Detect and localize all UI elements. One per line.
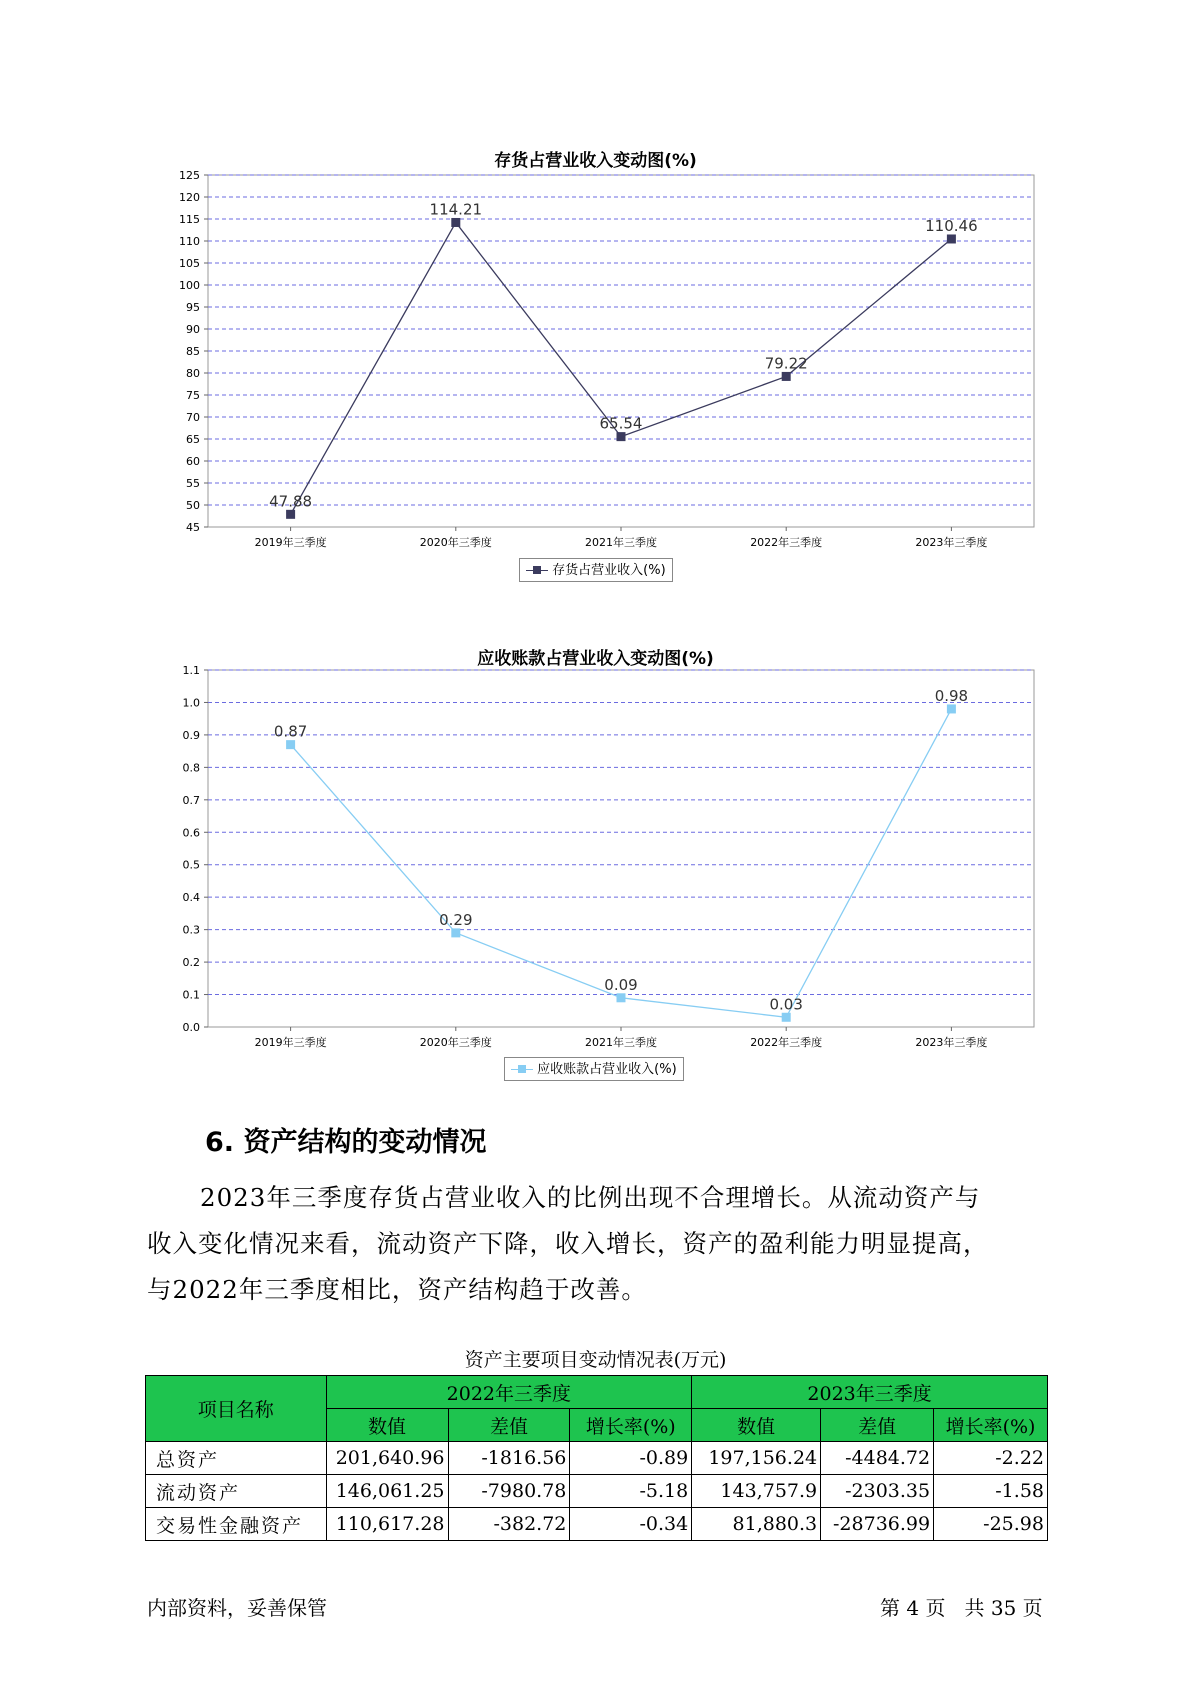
cell: -5.18 [570,1475,692,1508]
paragraph-line-3: 与2022年三季度相比，资产结构趋于改善。 [147,1275,647,1304]
x-tick-label: 2023年三季度 [915,1036,988,1049]
y-tick-label: 85 [186,345,200,358]
y-tick-label: 125 [179,169,200,182]
chart1-legend-marker [533,566,541,574]
x-tick-label: 2019年三季度 [254,536,327,549]
y-tick-label: 115 [179,213,200,226]
chart2-y-axis [183,665,209,1034]
cell: -28736.99 [821,1508,934,1541]
y-tick-label: 0.9 [182,728,200,742]
cell: 146,061.25 [326,1475,448,1508]
footer-left: 内部资料，妥善保管 [147,1596,327,1620]
y-tick-label: 65 [186,433,200,446]
cell: 197,156.24 [692,1442,821,1475]
data-label: 114.21 [429,200,483,219]
subheader-growth: 增长率(%) [570,1409,692,1442]
subheader-diff: 差值 [821,1409,934,1442]
y-tick-label: 1.0 [182,696,200,710]
data-label: 47.88 [269,492,313,511]
chart1-title: 存货占营业收入变动图(%) [494,151,697,171]
y-tick-label: 55 [186,477,200,490]
cell: -25.98 [934,1508,1048,1541]
data-point [782,372,791,381]
chart1-legend-label: 存货占营业收入(%) [552,563,666,578]
header-period-2022: 2022年三季度 [326,1376,692,1409]
asset-change-table [145,1375,1048,1541]
chart1-x-axis [255,527,988,549]
data-label: 0.87 [273,722,308,741]
footer-page-number: 第 4 页 共 35 页 [880,1596,1043,1620]
data-point [617,432,626,441]
data-label: 65.54 [599,414,643,433]
x-tick-label: 2020年三季度 [419,536,492,549]
y-tick-label: 70 [186,411,200,424]
data-label: 0.09 [604,975,638,994]
chart1-legend [519,558,673,582]
data-point [782,1013,791,1022]
chart2-svg [150,665,1050,1060]
x-tick-label: 2021年三季度 [585,1036,657,1049]
cell: 110,617.28 [326,1508,448,1541]
chart1-svg [150,165,1050,555]
x-tick-label: 2021年三季度 [585,536,657,549]
subheader-diff: 差值 [448,1409,570,1442]
table-row [146,1442,1048,1475]
y-tick-label: 110 [179,235,200,248]
y-tick-label: 80 [186,367,200,380]
cell: 201,640.96 [326,1442,448,1475]
data-point [286,740,295,749]
y-tick-label: 95 [186,301,200,314]
data-point [451,928,460,937]
y-tick-label: 0.4 [182,891,200,905]
chart2-plot-area [208,670,1034,1027]
chart1-y-axis [179,169,208,534]
cell: -1816.56 [448,1442,570,1475]
subheader-growth: 增长率(%) [934,1409,1048,1442]
y-tick-label: 0.0 [182,1021,200,1034]
cell: 81,880.3 [692,1508,821,1541]
chart2-legend-label: 应收账款占营业收入(%) [537,1062,677,1077]
y-tick-label: 100 [179,279,200,292]
chart2-title: 应收账款占营业收入变动图(%) [477,649,714,669]
chart1-legend-line [526,570,548,571]
y-tick-label: 0.8 [182,761,200,775]
cell: -2.22 [934,1442,1048,1475]
x-tick-label: 2022年三季度 [750,536,823,549]
y-tick-label: 120 [179,191,200,204]
data-point [451,218,460,227]
y-tick-label: 0.2 [182,956,200,970]
y-tick-label: 50 [186,499,200,512]
cell: -2303.35 [821,1475,934,1508]
cell: 143,757.9 [692,1475,821,1508]
cell: -1.58 [934,1475,1048,1508]
paragraph-line-2: 收入变化情况来看，流动资产下降，收入增长，资产的盈利能力明显提高， [147,1229,989,1258]
table-row [146,1475,1048,1508]
x-tick-label: 2023年三季度 [915,536,988,549]
chart2-x-axis [255,1027,988,1049]
y-tick-label: 60 [186,455,200,468]
subheader-value: 数值 [692,1409,821,1442]
data-point [286,510,295,519]
x-tick-label: 2022年三季度 [750,1036,823,1049]
row-name: 总资产 [146,1442,327,1475]
table-row [146,1508,1048,1541]
y-tick-label: 0.7 [182,793,200,807]
y-tick-label: 105 [179,257,200,270]
data-point [947,704,956,713]
cell: -0.34 [570,1508,692,1541]
y-tick-label: 0.5 [182,858,200,872]
y-tick-label: 0.6 [182,826,200,840]
data-label: 0.03 [769,995,803,1014]
data-label: 0.98 [934,686,969,705]
chart2-legend-line [511,1069,533,1070]
y-tick-label: 75 [186,389,200,402]
table-caption: 资产主要项目变动情况表(万元) [464,1349,727,1371]
y-tick-label: 90 [186,323,200,336]
cell: -382.72 [448,1508,570,1541]
data-label: 79.22 [764,354,808,373]
paragraph-line-1: 2023年三季度存货占营业收入的比例出现不合理增长。从流动资产与 [200,1183,981,1212]
header-item-name: 项目名称 [146,1376,327,1442]
row-name: 交易性金融资产 [146,1508,327,1541]
cell: -7980.78 [448,1475,570,1508]
data-label: 110.46 [925,216,978,235]
y-tick-label: 0.1 [182,988,200,1002]
section-heading: 6. 资产结构的变动情况 [205,1127,487,1158]
data-point [947,234,956,243]
chart2-legend [504,1057,684,1081]
y-tick-label: 1.1 [182,665,200,677]
row-name: 流动资产 [146,1475,327,1508]
data-label: 0.29 [439,910,473,929]
cell: -0.89 [570,1442,692,1475]
x-tick-label: 2019年三季度 [254,1036,327,1049]
subheader-value: 数值 [326,1409,448,1442]
table-header-row-1 [146,1376,1048,1409]
cell: -4484.72 [821,1442,934,1475]
data-point [617,993,626,1002]
y-tick-label: 45 [186,521,200,534]
y-tick-label: 0.3 [182,923,200,937]
header-period-2023: 2023年三季度 [692,1376,1048,1409]
chart2-legend-marker [518,1065,526,1073]
x-tick-label: 2020年三季度 [419,1036,492,1049]
